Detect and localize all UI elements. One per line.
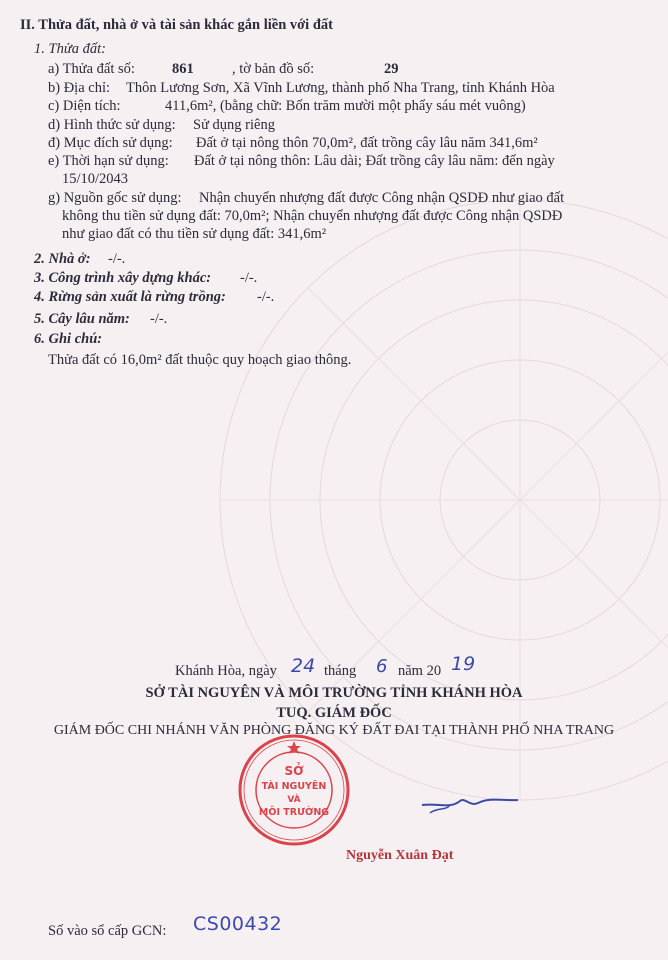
forest-heading: 4. Rừng sản xuất là rừng trồng: [34,289,226,305]
usage-term-label: e) Thời hạn sử dụng: [48,153,169,169]
perennial-heading: 5. Cây lâu năm: [34,311,130,327]
official-seal [237,733,351,847]
address-value: Thôn Lương Sơn, Xã Vĩnh Lương, thành phố Nha Trang, tỉnh Khánh Hòa [126,80,555,96]
usage-term-value: Đất ở tại nông thôn: Lâu dài; Đất trồng cây lâu năm: đến ngày [194,153,555,169]
signer-name: Nguyễn Xuân Đạt [346,848,454,863]
area-label: c) Diện tích: [48,98,121,114]
seal-line-3: VÀ [287,795,301,805]
seal-line-1: SỞ [284,764,304,778]
usage-purpose-value: Đất ở tại nông thôn 70,0m², đất trồng cây lâu năm 341,6m² [196,135,538,151]
parcel-heading: 1. Thửa đất: [34,41,106,57]
usage-purpose-label: đ) Mục đích sử dụng: [48,135,173,151]
other-construction-heading: 3. Công trình xây dựng khác: [34,270,212,286]
perennial-value: -/-. [150,311,168,327]
signing-year-label: năm 20 [398,663,442,679]
other-construction-value: -/-. [240,270,258,286]
signing-month-label: tháng [324,663,357,679]
forest-value: -/-. [257,289,275,305]
registry-number: CS00432 [193,913,283,935]
section-title: II. Thửa đất, nhà ở và tài sản khác gắn liền với đất [20,17,333,33]
signing-place: Khánh Hòa, ngày [175,663,277,679]
origin-value-line2: không thu tiền sử dụng đất: 70,0m²; Nhận chuyển nhượng đất được Công nhận QSDĐ [62,208,563,224]
signing-month: 6 [376,656,388,677]
origin-value-line3: như giao đất có thu tiền sử dụng đất: 341,6m² [62,226,327,242]
signing-day: 24 [291,655,316,677]
origin-label: g) Nguồn gốc sử dụng: [48,190,182,206]
usage-term-date: 15/10/2043 [62,171,129,187]
area-value: 411,6m², (bằng chữ: Bốn trăm mười một phẩy sáu mét vuông) [165,98,526,114]
seal-line-2: TÀI NGUYÊN [261,781,327,792]
seal-line-4: MÔI TRƯỜNG [258,807,330,818]
house-value: -/-. [108,251,126,267]
on-behalf: TUQ. GIÁM ĐỐC [276,705,392,721]
usage-form-value: Sử dụng riêng [193,117,275,133]
map-sheet-label: , tờ bản đồ số: [232,61,315,77]
registry-label: Số vào sổ cấp GCN: [48,923,167,939]
parcel-number: 861 [172,61,194,77]
signer-position: GIÁM ĐỐC CHI NHÁNH VĂN PHÒNG ĐĂNG KÝ ĐẤT ĐAI TẠI THÀNH PHỐ NHA TRANG [53,723,615,738]
origin-value-line1: Nhận chuyển nhượng đất được Công nhận QSDĐ như giao đất [199,190,565,206]
signature [420,783,520,823]
map-sheet-number: 29 [384,61,399,77]
house-heading: 2. Nhà ở: [34,251,91,267]
notes-value: Thửa đất có 16,0m² đất thuộc quy hoạch giao thông. [48,352,352,368]
parcel-number-label: a) Thửa đất số: [48,61,135,77]
signing-year-suffix: 19 [451,653,476,675]
usage-form-label: d) Hình thức sử dụng: [48,117,176,133]
notes-heading: 6. Ghi chú: [34,331,103,347]
agency-name: SỞ TÀI NGUYÊN VÀ MÔI TRƯỜNG TỈNH KHÁNH HÒA [145,685,523,701]
address-label: b) Địa chỉ: [48,80,111,96]
